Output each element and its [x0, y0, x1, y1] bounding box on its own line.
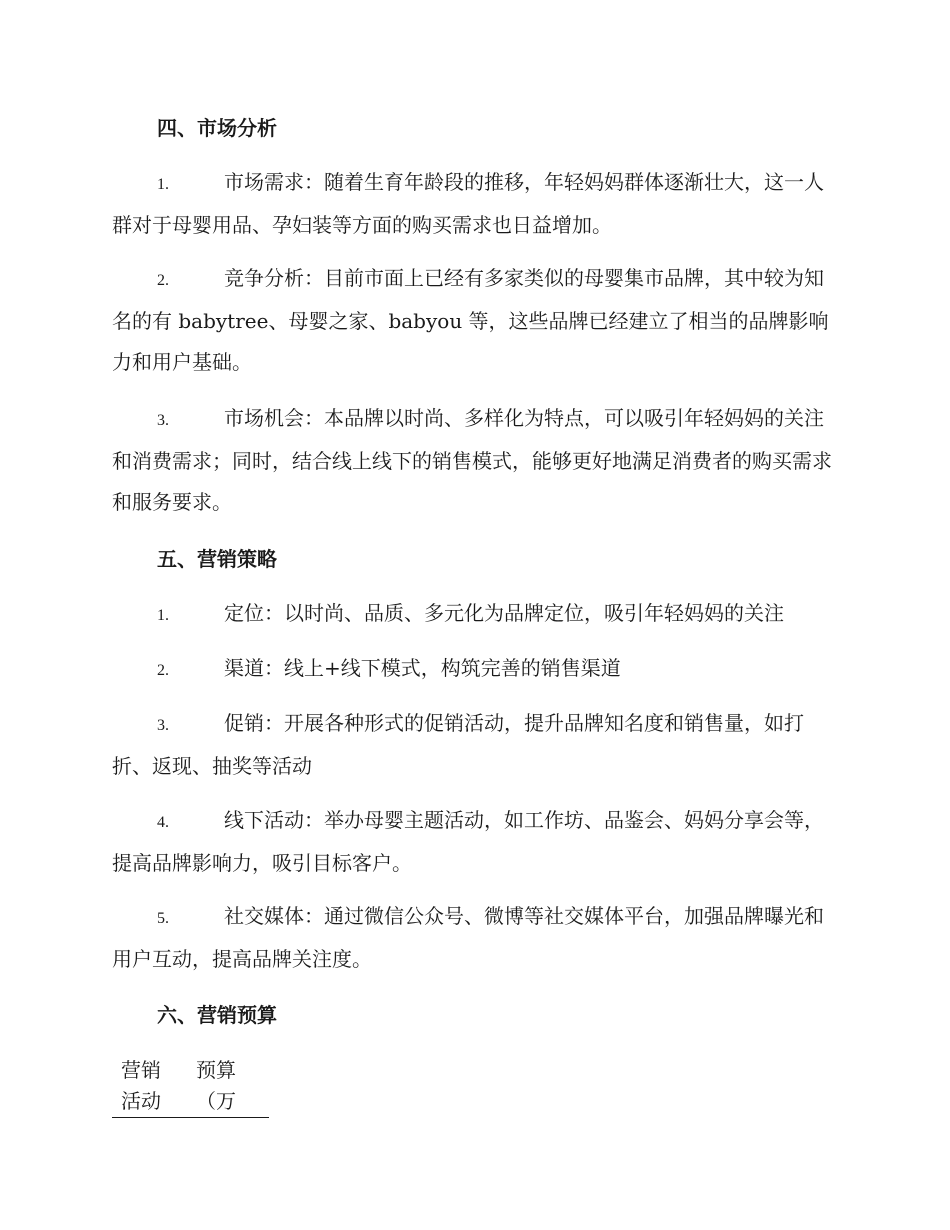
list-number: 2.	[157, 662, 169, 679]
table-header-row	[112, 1055, 269, 1086]
section-heading-market-analysis: 四、市场分析	[157, 116, 277, 140]
list-number: 4.	[157, 814, 169, 831]
list-text: 竞争分析：目前市面上已经有多家类似的母婴集市品牌，其中较为知名的有 babytree、母婴之家、babyou 等，这些品牌已经建立了相当的品牌影响力和用户基础。	[112, 266, 829, 374]
list-number: 3.	[157, 717, 169, 734]
list-text: 定位：以时尚、品质、多元化为品牌定位，吸引年轻妈妈的关注	[224, 601, 784, 625]
budget-table	[112, 1055, 269, 1118]
list-item-offline-events	[112, 800, 834, 884]
list-item-channels	[112, 648, 834, 691]
table-header-cell: 营销	[121, 1058, 161, 1082]
list-text: 市场机会：本品牌以时尚、多样化为特点，可以吸引年轻妈妈的关注和消费需求；同时，结合线上线下的销售模式，能够更好地满足消费者的购买需求和服务要求。	[112, 406, 832, 514]
table-header-row	[112, 1086, 269, 1117]
list-number: 5.	[157, 910, 169, 927]
table-header-cell: 活动	[121, 1089, 161, 1113]
list-item-competition	[112, 258, 834, 383]
list-item-opportunity	[112, 398, 834, 523]
list-item-social-media	[112, 896, 834, 980]
table-header-cell: （万	[196, 1089, 236, 1113]
list-number: 1.	[157, 607, 169, 624]
list-item-promotion	[112, 703, 834, 787]
table-header-cell: 预算	[196, 1058, 236, 1082]
list-item-positioning	[112, 593, 834, 636]
list-number: 2.	[157, 272, 169, 289]
list-number: 3.	[157, 412, 169, 429]
list-text: 线下活动：举办母婴主题活动，如工作坊、品鉴会、妈妈分享会等，提高品牌影响力，吸引目标客户。	[112, 808, 824, 875]
section-heading-marketing-budget: 六、营销预算	[157, 1003, 277, 1027]
list-text: 市场需求：随着生育年龄段的推移，年轻妈妈群体逐渐壮大，这一人群对于母婴用品、孕妇装等方面的购买需求也日益增加。	[112, 170, 824, 237]
section-heading-marketing-strategy: 五、营销策略	[157, 547, 277, 571]
list-text: 社交媒体：通过微信公众号、微博等社交媒体平台，加强品牌曝光和用户互动，提高品牌关注度。	[112, 904, 824, 971]
list-number: 1.	[157, 176, 169, 193]
list-text: 促销：开展各种形式的促销活动，提升品牌知名度和销售量，如打折、返现、抽奖等活动	[112, 711, 804, 778]
list-text: 渠道：线上+线下模式，构筑完善的销售渠道	[224, 656, 621, 680]
list-item-market-demand	[112, 162, 834, 246]
